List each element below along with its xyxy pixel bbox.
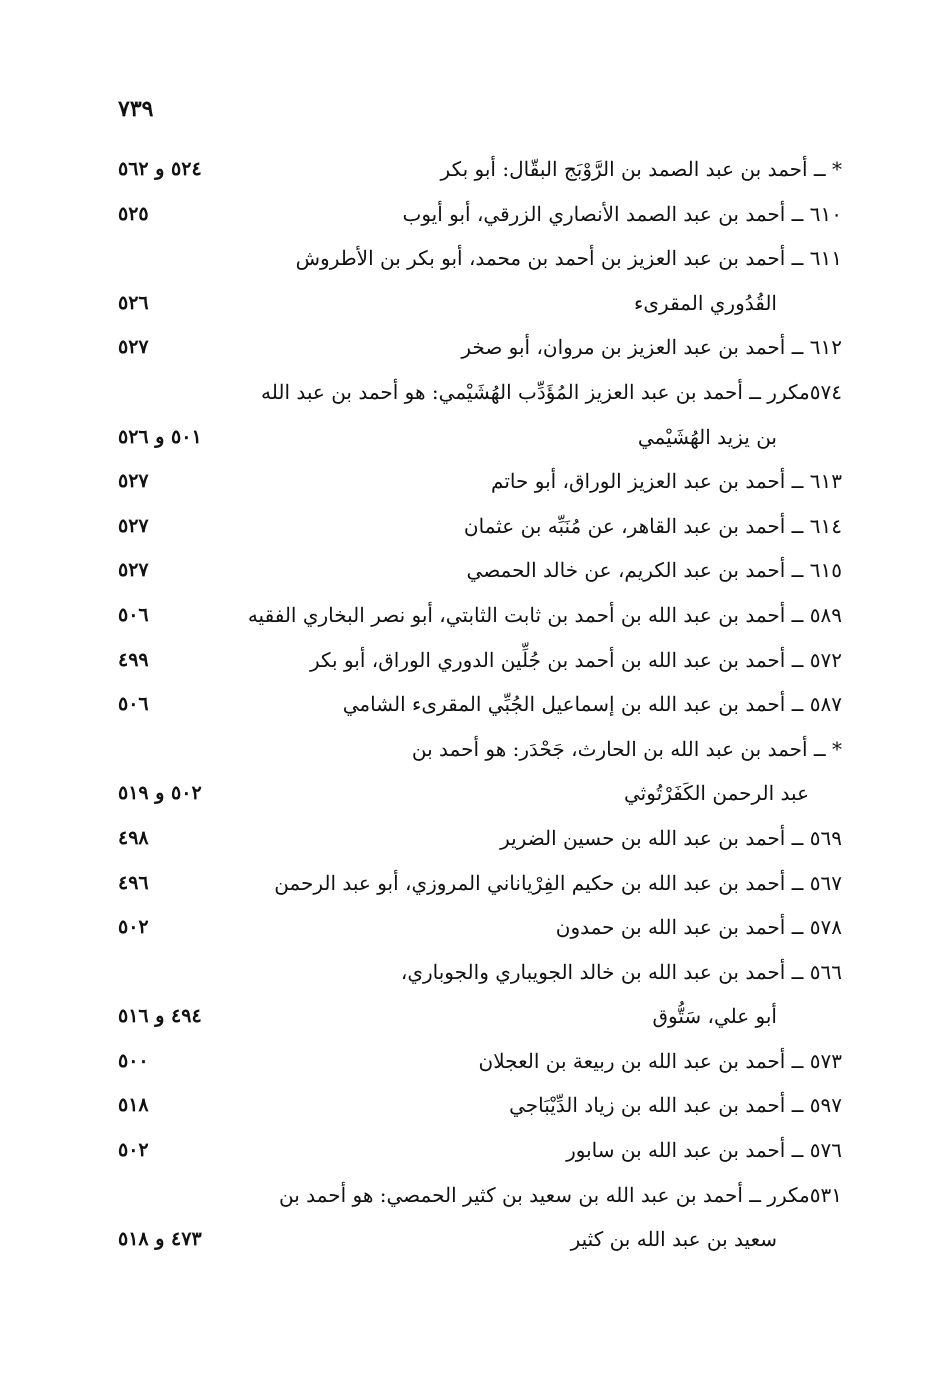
entry-text: ٥٦٧ ــ أحمد بن عبد الله بن حكيم الفِرْياناني المروزي، أبو عبد الرحمن (274, 870, 842, 895)
index-entry (0, 997, 937, 1042)
entry-page-ref: ٥٢٦ (118, 291, 149, 314)
entry-page-ref: ٥٢٥ (118, 202, 149, 225)
index-entry (0, 953, 937, 998)
entry-text: أبو علي، سَتُّوق (652, 1004, 777, 1029)
index-entry (0, 462, 937, 507)
entry-text: ٦١١ ــ أحمد بن عبد العزيز بن أحمد بن محمد، أبو بكر بن الأطروش (295, 246, 842, 271)
entry-text: ٥٦٩ ــ أحمد بن عبد الله بن حسين الضرير (500, 825, 842, 850)
entry-text: ٦١٠ ــ أحمد بن عبد الصمد الأنصاري الزرقي، أبو أيوب (402, 201, 842, 226)
page-number: ٧٣٩ (118, 96, 154, 122)
entry-text: ٥٨٧ ــ أحمد بن عبد الله بن إسماعيل الجُبِّي المقرىء الشامي (342, 692, 842, 717)
entry-page-ref: ٥٢٤ و ٥٦٢ (118, 158, 202, 180)
entry-page-ref: ٥٠٢ (118, 1139, 149, 1162)
index-entry (0, 1220, 937, 1265)
entry-text: ٥٧٨ ــ أحمد بن عبد الله بن حمدون (555, 915, 842, 940)
index-entry (0, 507, 937, 552)
entry-page-ref: ٤٧٣ و ٥١٨ (118, 1228, 202, 1251)
index-entry (0, 150, 937, 195)
entry-text: عبد الرحمن الكَفَرْتُوثي (624, 781, 809, 806)
entry-text: ٥٧٢ ــ أحمد بن عبد الله بن أحمد بن جُلِّين الدوري الوراق، أبو بكر (309, 647, 842, 672)
index-entry (0, 1086, 937, 1131)
index-entry (0, 551, 937, 596)
entry-text: بن يزيد الهُشَيْمي (637, 424, 777, 449)
entry-page-ref: ٥٠٦ (118, 603, 149, 626)
entry-page-ref: ٥٢٧ (118, 559, 149, 582)
index-list (0, 150, 937, 1265)
entry-page-ref: ٥١٨ (118, 1094, 149, 1117)
entry-text: ٦١٤ ــ أحمد بن عبد القاهر، عن مُنَبِّه بن عثمان (463, 513, 842, 538)
entry-text: ٥٨٩ ــ أحمد بن عبد الله بن أحمد بن ثابت الثابتي، أبو نصر البخاري الفقيه (247, 602, 842, 627)
entry-text: ٥٦٦ ــ أحمد بن عبد الله بن خالد الجويباري والجوباري، (400, 959, 842, 984)
entry-page-ref: ٥٠٢ و ٥١٩ (118, 782, 202, 805)
index-entry (0, 239, 937, 284)
entry-page-ref: ٥٢٧ (118, 336, 149, 359)
entry-text: ٦١٥ ــ أحمد بن عبد الكريم، عن خالد الحمصي (466, 558, 842, 583)
index-entry (0, 864, 937, 909)
index-entry (0, 641, 937, 686)
index-entry (0, 373, 937, 418)
index-entry (0, 908, 937, 953)
index-entry (0, 685, 937, 730)
entry-page-ref: ٤٩٦ (118, 871, 149, 894)
entry-text: ٥٣١مكرر ــ أحمد بن عبد الله بن سعيد بن كثير الحمصي: هو أحمد بن (279, 1182, 842, 1207)
entry-page-ref: ٤٩٤ و ٥١٦ (118, 1005, 202, 1028)
index-entry (0, 1131, 937, 1176)
index-entry (0, 596, 937, 641)
entry-text: ٦١٢ ــ أحمد بن عبد العزيز بن مروان، أبو صخر (461, 335, 842, 360)
entry-page-ref: ٤٩٩ (118, 648, 149, 671)
index-entry (0, 1042, 937, 1087)
entry-text: ٥٩٧ ــ أحمد بن عبد الله بن زياد الدِّيْبَاجي (509, 1093, 842, 1118)
entry-page-ref: ٥٠١ و ٥٢٦ (118, 425, 202, 448)
entry-page-ref: ٥٠٦ (118, 693, 149, 716)
entry-page-ref: ٥٢٧ (118, 470, 149, 493)
index-entry (0, 730, 937, 775)
entry-text: ٥٧٤مكرر ــ أحمد بن عبد العزيز المُؤَدِّب الهُشَيْمي: هو أحمد بن عبد الله (261, 379, 842, 404)
entry-page-ref: ٥٢٧ (118, 514, 149, 537)
index-entry (0, 418, 937, 463)
entry-text: * ــ أحمد بن عبد الصمد بن الرَّوْبَج البقّال: أبو بكر (440, 157, 842, 181)
index-entry (0, 1176, 937, 1221)
entry-text: القُدُوري المقرىء (633, 290, 777, 315)
entry-page-ref: ٥٠٢ (118, 916, 149, 939)
entry-page-ref: ٥٠٠ (118, 1049, 149, 1072)
entry-page-ref: ٤٩٨ (118, 826, 149, 849)
entry-text: ٦١٣ ــ أحمد بن عبد العزيز الوراق، أبو حاتم (491, 469, 842, 494)
entry-text: * ــ أحمد بن عبد الله بن الحارث، جَحْدَر: هو أحمد بن (411, 736, 842, 761)
entry-text: ٥٧٦ ــ أحمد بن عبد الله بن سابور (566, 1138, 842, 1163)
index-entry (0, 195, 937, 240)
index-entry (0, 284, 937, 329)
entry-text: ٥٧٣ ــ أحمد بن عبد الله بن ربيعة بن العجلان (478, 1048, 842, 1073)
index-entry (0, 328, 937, 373)
entry-text: سعيد بن عبد الله بن كثير (570, 1227, 777, 1252)
index-entry (0, 774, 937, 819)
index-entry (0, 819, 937, 864)
